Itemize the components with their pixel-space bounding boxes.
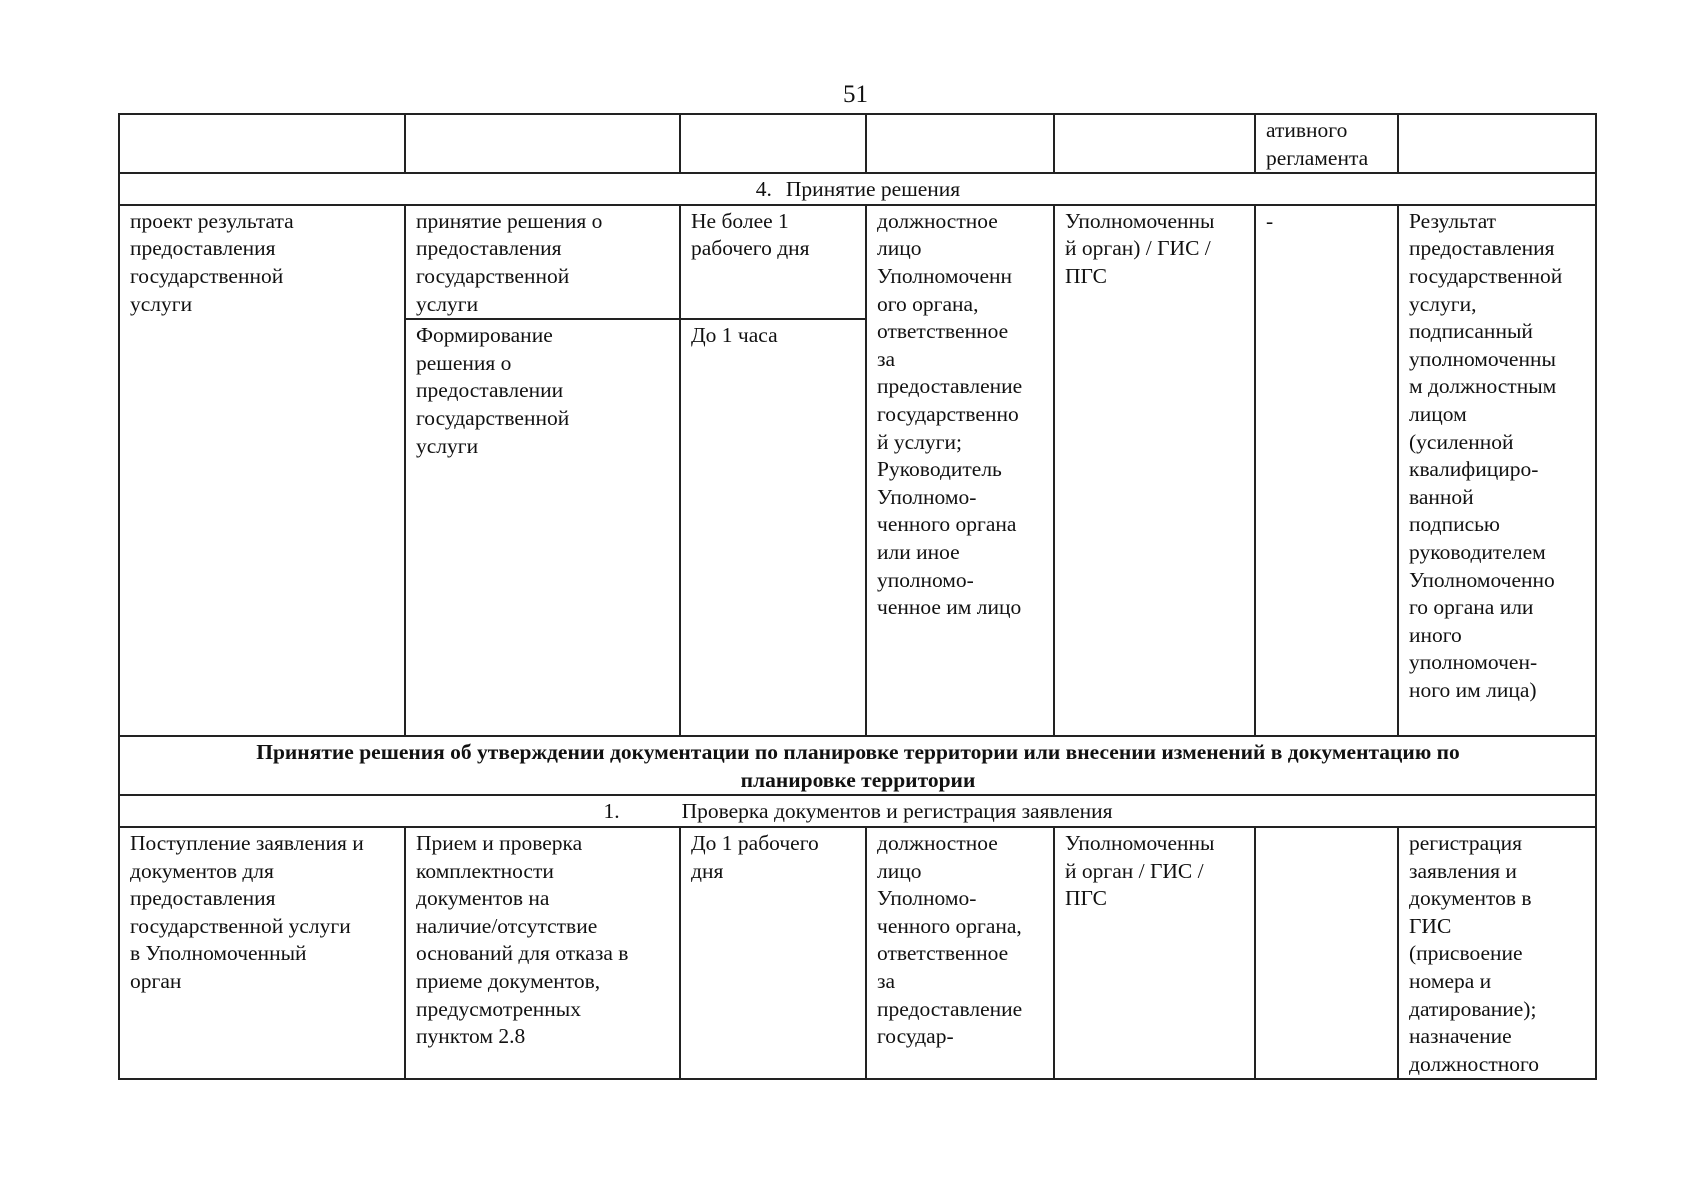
- text-line: подписанный: [1409, 319, 1533, 344]
- stage-heading: [119, 795, 1596, 827]
- text-line: ПГС: [1065, 886, 1108, 911]
- text-line: й услуги;: [877, 429, 962, 454]
- text-line: государственной: [416, 405, 570, 430]
- text-line: услуги: [416, 433, 479, 458]
- text-line: Уполномоченн: [877, 263, 1013, 288]
- duration-cell: [680, 827, 866, 1079]
- section-header: [119, 736, 1596, 795]
- text-line: го органа или: [1409, 595, 1534, 620]
- text-line: ченное им лицо: [877, 595, 1022, 620]
- result-cell: [1398, 205, 1596, 736]
- text-line: Формирование: [416, 323, 553, 348]
- action-cell: [405, 827, 680, 1079]
- cell-empty: [1054, 114, 1255, 173]
- text-line: Уполномоченно: [1409, 567, 1555, 592]
- text-line: (присвоение: [1409, 941, 1523, 966]
- text-line: предоставление: [877, 374, 1023, 399]
- text-line: государственной: [416, 263, 570, 288]
- text-line: должностного: [1409, 1051, 1540, 1076]
- stage-title: Проверка документов и регистрация заявления: [681, 799, 1113, 824]
- text-line: квалифициро-: [1409, 457, 1539, 482]
- text-line: До 1 часа: [691, 323, 778, 348]
- text-line: уполномочен-: [1409, 650, 1538, 675]
- text-line: услуги: [130, 291, 193, 316]
- text-line: предоставления: [130, 236, 276, 261]
- text-line: услуги,: [1409, 291, 1477, 316]
- text-line: м должностным: [1409, 374, 1557, 399]
- text-line: Поступление заявления и: [130, 830, 364, 855]
- regulation-cell: [1255, 114, 1398, 173]
- text-line: уполномо-: [877, 567, 974, 592]
- action-cell: [405, 319, 680, 736]
- continuation-row: [119, 114, 1596, 173]
- page-number: 51: [843, 81, 868, 108]
- text-line: документов на: [416, 886, 550, 911]
- text-line: заявления и: [1409, 858, 1517, 883]
- reception-row: [119, 827, 1596, 1079]
- text-line: датирование);: [1409, 996, 1537, 1021]
- text-line: предоставления: [130, 886, 276, 911]
- text-line: Принятие решения об утверждении документации по планировке территории или внесении изменений в документацию по: [256, 740, 1460, 765]
- text-line: государственной услуги: [130, 913, 351, 938]
- text-line: регистрация: [1409, 830, 1523, 855]
- cell-empty: [405, 114, 680, 173]
- text-line: лицо: [877, 858, 922, 883]
- text-line: подписью: [1409, 512, 1500, 537]
- text-line: лицо: [877, 236, 922, 261]
- text-line: государственной: [130, 263, 284, 288]
- section-header-row: [119, 736, 1596, 795]
- text-line: услуги: [416, 291, 479, 316]
- basis-cell: [119, 827, 405, 1079]
- text-line: номера и: [1409, 968, 1492, 993]
- text-line: в Уполномоченный: [130, 941, 307, 966]
- place-cell: [1054, 827, 1255, 1079]
- text-line: иного: [1409, 622, 1462, 647]
- decision-row: [119, 205, 1596, 319]
- text-line: пунктом 2.8: [416, 1024, 526, 1049]
- text-line: регламента: [1266, 145, 1369, 170]
- official-cell: [866, 205, 1054, 736]
- text-line: ативного: [1266, 118, 1348, 142]
- text-line: за: [877, 346, 896, 371]
- text-line: предоставление: [877, 996, 1023, 1021]
- text-line: приеме документов,: [416, 968, 601, 993]
- duration-cell: [680, 319, 866, 736]
- text-line: проект результата: [130, 208, 294, 233]
- cell-empty: [1398, 114, 1596, 173]
- cell-empty: [866, 114, 1054, 173]
- text-line: ПГС: [1065, 263, 1108, 288]
- official-cell: [866, 827, 1054, 1079]
- text-line: государственной: [1409, 263, 1563, 288]
- text-line: государственно: [877, 401, 1019, 426]
- stage-number: 4.: [755, 177, 772, 202]
- text-line: предусмотренных: [416, 996, 581, 1021]
- text-line: Прием и проверка: [416, 830, 583, 855]
- text-line: назначение: [1409, 1024, 1512, 1049]
- text-line: предоставления: [1409, 236, 1555, 261]
- text-line: решения о: [416, 350, 512, 375]
- stage-number: 1.: [603, 799, 620, 824]
- text-line: наличие/отсутствие: [416, 913, 598, 938]
- text-line: До 1 рабочего: [691, 830, 819, 855]
- text-line: планировке территории: [740, 767, 976, 792]
- place-cell: [1054, 205, 1255, 736]
- text-line: предоставления: [416, 236, 562, 261]
- text-line: Уполномоченны: [1065, 208, 1215, 233]
- text-line: оснований для отказа в: [416, 941, 629, 966]
- text-line: ченного органа: [877, 512, 1017, 537]
- text-line: уполномоченны: [1409, 346, 1556, 371]
- text-line: Не более 1: [691, 208, 789, 233]
- text-line: ного им лица): [1409, 677, 1537, 702]
- stage-heading-row: [119, 795, 1596, 827]
- text-line: рабочего дня: [691, 236, 810, 261]
- text-line: предоставлении: [416, 378, 564, 403]
- criteria-cell: -: [1255, 205, 1398, 736]
- text-line: й орган / ГИС /: [1065, 858, 1204, 883]
- criteria-cell: [1255, 827, 1398, 1079]
- text-line: дня: [691, 858, 724, 883]
- text-line: комплектности: [416, 858, 554, 883]
- text-line: й орган) / ГИС /: [1065, 236, 1211, 261]
- text-line: ченного органа,: [877, 913, 1022, 938]
- text-line: лицом: [1409, 401, 1467, 426]
- text-line: или иное: [877, 539, 960, 564]
- text-line: документов для: [130, 858, 274, 883]
- procedure-table: [118, 113, 1597, 1080]
- basis-cell: [119, 205, 405, 736]
- text-line: за: [877, 968, 896, 993]
- text-line: Руководитель: [877, 457, 1002, 482]
- duration-cell: [680, 205, 866, 319]
- text-line: должностное: [877, 208, 998, 233]
- text-line: ответственное: [877, 319, 1009, 344]
- text-line: государ-: [877, 1024, 954, 1049]
- text-line: принятие решения о: [416, 208, 603, 233]
- text-line: ванной: [1409, 484, 1474, 509]
- action-cell: [405, 205, 680, 319]
- text-line: Уполномо-: [877, 886, 977, 911]
- text-line: руководителем: [1409, 539, 1546, 564]
- stage-title: Принятие решения: [785, 177, 961, 202]
- text-line: (усиленной: [1409, 429, 1514, 454]
- text-line: орган: [130, 968, 182, 993]
- text-line: Уполномо-: [877, 484, 977, 509]
- text-line: ГИС: [1409, 913, 1452, 938]
- cell-empty: [119, 114, 405, 173]
- text-line: должностное: [877, 830, 998, 855]
- text-line: документов в: [1409, 886, 1532, 911]
- text-line: ответственное: [877, 941, 1009, 966]
- cell-empty: [680, 114, 866, 173]
- result-cell: [1398, 827, 1596, 1079]
- stage-heading-row: [119, 173, 1596, 205]
- text-line: Уполномоченны: [1065, 830, 1215, 855]
- text-line: Результат: [1409, 208, 1497, 233]
- stage-heading: [119, 173, 1596, 205]
- text-line: ого органа,: [877, 291, 979, 316]
